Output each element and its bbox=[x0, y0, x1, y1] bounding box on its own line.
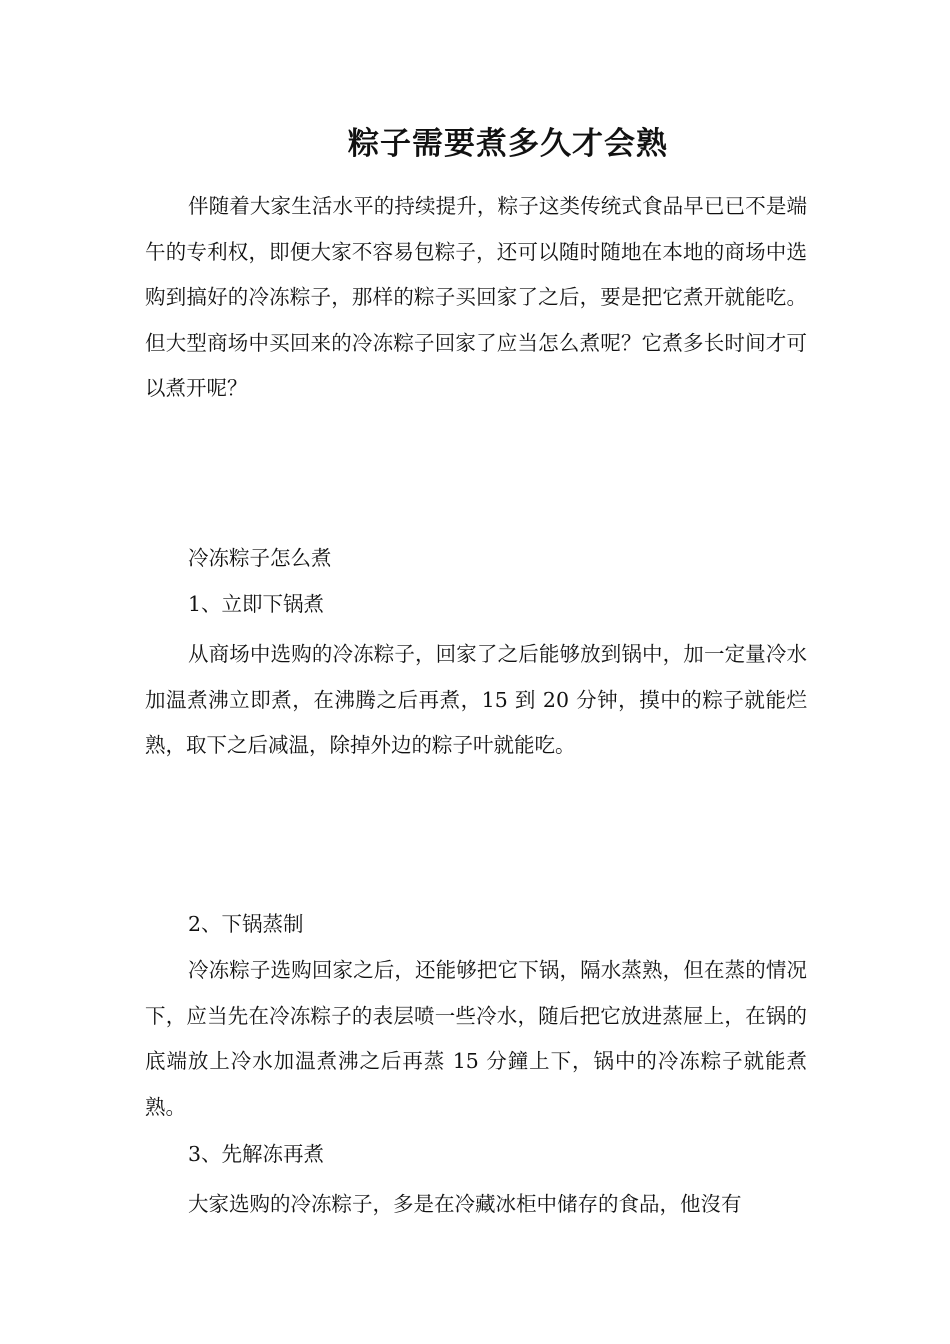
item2-heading-block bbox=[145, 902, 807, 948]
intro-block bbox=[145, 184, 807, 412]
item1-paragraph: 从商场中选购的冷冻粽子，回家了之后能够放到锅中，加一定量冷水加温煮沸立即煮，在沸腾之后再煮，15 到 20 分钟，摸中的粽子就能烂熟，取下之后减温，除掉外边的粽子叶就能吃。 bbox=[145, 642, 807, 757]
item1-body-block bbox=[145, 632, 807, 769]
item2-paragraph: 冷冻粽子选购回家之后，还能够把它下锅，隔水蒸熟，但在蒸的情况下，应当先在冷冻粽子的表层喷一些冷水，随后把它放进蒸屉上，在锅的底端放上冷水加温煮沸之后再蒸 15 分鐘上下，锅中的冷冻粽子就能煮熟。 bbox=[145, 958, 807, 1119]
section-heading: 冷冻粽子怎么煮 bbox=[188, 546, 332, 570]
item2-body-block bbox=[145, 948, 807, 1130]
document-title: 粽子需要煮多久才会熟 bbox=[348, 126, 668, 162]
item3-body-block bbox=[145, 1182, 807, 1228]
item3-heading: 3、先解冻再煮 bbox=[188, 1142, 325, 1166]
item3-heading-block bbox=[145, 1132, 807, 1178]
section-heading-block bbox=[145, 536, 807, 582]
item3-paragraph: 大家选购的冷冻粽子，多是在冷藏冰柜中储存的食品，他沒有 bbox=[188, 1192, 742, 1216]
intro-paragraph: 伴随着大家生活水平的持续提升，粽子这类传统式食品早已已不是端午的专利权，即便大家不容易包粽子，还可以随时随地在本地的商场中选购到搞好的冷冻粽子，那样的粽子买回家了之后，要是把它煮开就能吃。但大型商场中买回来的冷冻粽子回家了应当怎么煮呢？它煮多长时间才可以煮开呢？ bbox=[145, 194, 807, 400]
item1-heading-block bbox=[145, 582, 807, 628]
item1-heading: 1、立即下锅煮 bbox=[188, 592, 325, 616]
item2-heading: 2、下锅蒸制 bbox=[188, 912, 304, 936]
